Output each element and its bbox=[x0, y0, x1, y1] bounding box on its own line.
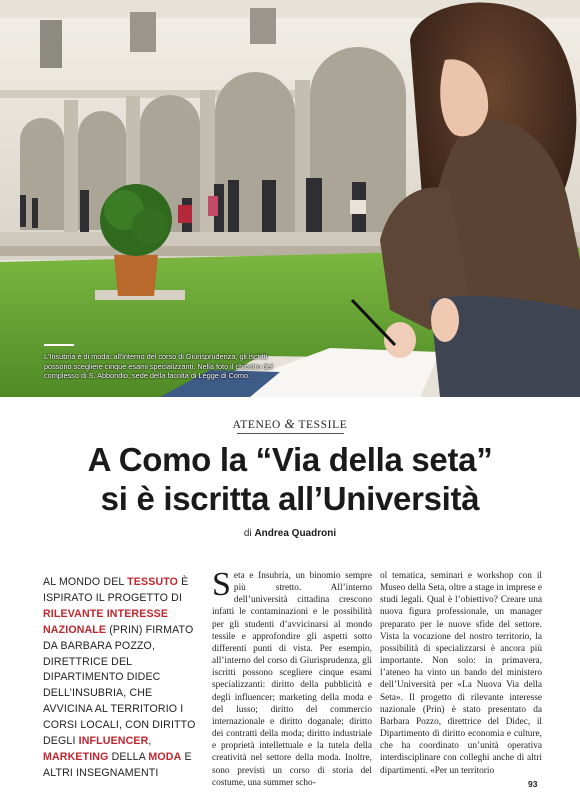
title-line-1: A Como la “Via della seta” bbox=[87, 441, 493, 478]
pull-quote bbox=[43, 575, 203, 782]
section-tag bbox=[0, 416, 580, 432]
pull-text-4: , bbox=[148, 735, 152, 748]
pull-highlight-2: RILEVANTE INTERESSE NAZIONALE bbox=[43, 607, 169, 636]
body-column-1 bbox=[212, 566, 372, 789]
pull-highlight-4: MARKETING bbox=[43, 750, 109, 763]
body-column-2: ol tematica, seminari e workshop con il Museo della Seta, oltre a stage in imprese e studi legali. Qual è l’obiettivo? Creare una nuova figura professionale, un manager preparato per le nuove sfide del settore. Vista la vocazione del nostro territorio, la possibilità di specializzarsi è ancora più importante. Non solo: in primavera, l’ateneo ha vinto un bando del ministero dell’Università per «La Nuova Via della Seta». Il progetto di rilevante interesse nazionale (Prin) è stato presentato da Barbara Pozzo, direttrice del Didec, il Dipartimento di diritto economia e culture, che ha coordinato un’unità operativa interdisciplinare con colleghi anche di altri dipartimenti. «Per un territorio bbox=[380, 571, 542, 776]
hero-photo bbox=[0, 0, 580, 397]
author-name: Andrea Quadroni bbox=[254, 528, 337, 539]
body-column-1-text: eta e Insubria, un binomio sempre più stretto. All’interno dell’università cittadina crescono infatti le contaminazioni e le possibilità per gli studenti d’avvicinarsi al mondo tessile e approfondire gli aspetti sotto differenti punti di vista. Per esempio, all’interno del corso di Giurisprudenza, gli iscritti possono scegliere cinque esami specializzanti: diritto della pubblicità e degli influencer; marketing della moda e del lusso; diritto del commercio internazionale e diritto doganale; diritto dei contratti della moda; diritto industriale e proprietà intellettuale e la tutela della creatività nel settore della moda. Inoltre, sono previsti un corso di storia del costume, una summer scho- bbox=[212, 571, 372, 788]
byline-prefix: di bbox=[243, 528, 252, 539]
pull-text-3: (PRIN) FIRMATO DA BARBARA POZZO, DIRETTRICE DEL DIPARTIMENTO DIDEC DELL’INSUBRIA, CHE AVVICINA AL TERRITORIO I CORSI LOCALI, CON DIRITTO DEGLI bbox=[43, 623, 196, 748]
article-title bbox=[0, 440, 580, 518]
page-number: 93 bbox=[528, 779, 538, 789]
section-tag-amp: & bbox=[284, 416, 296, 431]
pull-highlight-5: MODA bbox=[148, 750, 182, 763]
pull-text-2: È ISPIRATO IL PROGETTO DI bbox=[43, 576, 189, 604]
pull-highlight-1: TESSUTO bbox=[127, 576, 179, 588]
byline bbox=[0, 528, 580, 539]
pull-text-1: AL MONDO DEL bbox=[43, 576, 128, 588]
pull-highlight-3: INFLUENCER bbox=[78, 735, 149, 748]
cloister-photo-illustration bbox=[0, 0, 580, 397]
pull-text-5: DELLA bbox=[108, 750, 149, 763]
section-tag-underline bbox=[237, 433, 344, 434]
title-line-2: si è iscritta all’Università bbox=[100, 480, 480, 517]
section-tag-left: ATENEO bbox=[232, 419, 281, 431]
caption-rule bbox=[44, 344, 74, 346]
photo-caption: L'Insubria è di moda: all'interno del corso di Giurisprudenza, gli iscritti possono scegliere cinque esami specializzanti. Nella foto il chiostro del complesso di S. Abbondio, sede della facoltà di Legge di Como. bbox=[44, 352, 273, 381]
section-tag-right: TESSILE bbox=[298, 419, 348, 431]
pull-text-6: E ALTRI INSEGNAMENTI bbox=[43, 750, 192, 779]
drop-cap: S bbox=[212, 566, 231, 603]
